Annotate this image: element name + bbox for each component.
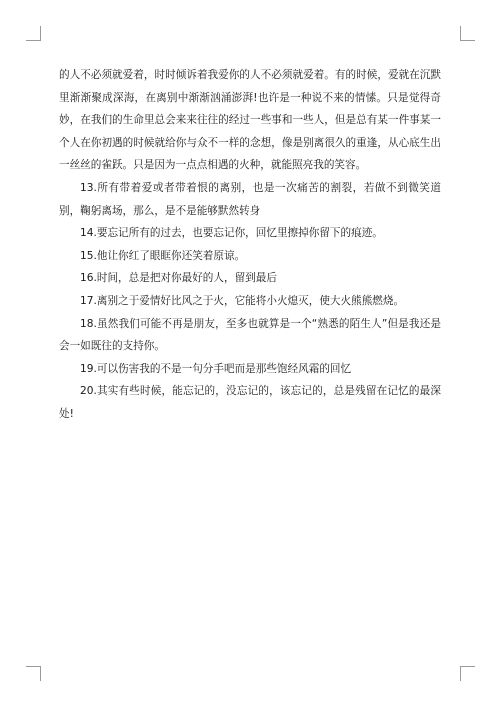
list-item-14: 14.要忘记所有的过去，也要忘记你，回忆里擦掉你留下的痕迹。: [80, 227, 383, 240]
crop-mark-top-left: [26, 26, 41, 41]
crop-mark-bottom-right: [460, 666, 475, 681]
crop-mark-top-right: [460, 26, 475, 41]
crop-mark-bottom-left: [26, 666, 41, 681]
list-item-17: 17.离别之于爱情好比风之于火，它能将小火熄灭，使大火熊熊燃烧。: [80, 294, 405, 307]
list-item-15: 15.他让你红了眼眶你还笑着原谅。: [80, 249, 246, 262]
list-item-13: 13.所有带着爱或者带着恨的离别，也是一次痛苦的割裂，若做不到微笑道别，鞠躬离场，那么，是不是能够默然转身: [59, 181, 441, 217]
intro-paragraph: 的人不必须就爱着，时时倾诉着我爱你的人不必须就爱着。有的时候，爱就在沉默里渐渐聚成深海，在离别中渐渐汹涌澎湃!也许是一种说不来的情愫。只是觉得奇妙，在我们的生命里总会来来往往的经过一些事和一些人，但是总有某一件事某一个人在你初遇的时候就给你与众不一样的念想，像是别离很久的重逢，从心底生出一丝丝的雀跃。只是因为一点点相遇的火种，就能照亮我的笑容。: [59, 69, 441, 172]
list-item-16: 16.时间，总是把对你最好的人，留到最后: [80, 272, 277, 285]
list-item-20: 20.其实有些时候，能忘记的，没忘记的，该忘记的，总是残留在记忆的最深处!: [59, 385, 441, 420]
document-body: [59, 64, 441, 426]
list-item-19: 19.可以伤害我的不是一句分手吧而是那些饱经风霜的回忆: [80, 362, 352, 375]
list-item-18: 18.虽然我们可能不再是朋友，至多也就算是一个“熟悉的陌生人”但是我还是会一如既往的支持你。: [59, 317, 441, 353]
